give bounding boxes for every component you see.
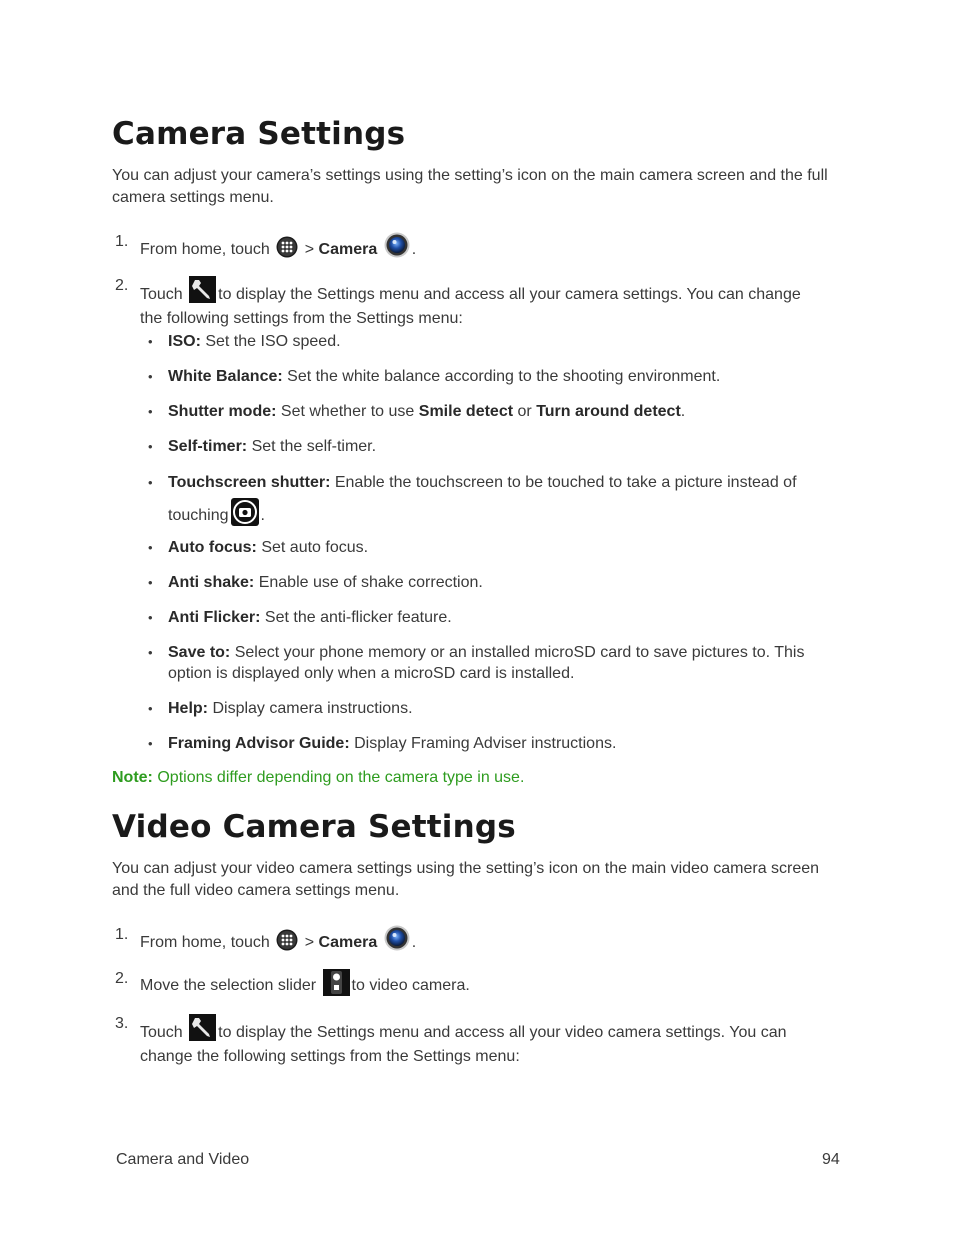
shutter-button-icon — [231, 498, 259, 537]
footer-page-number: 94 — [822, 1151, 840, 1168]
bullet-dot: • — [148, 439, 153, 454]
bullet-dot: • — [148, 610, 153, 625]
video-intro: You can adjust your video camera settings using the setting’s icon on the main video camera screen and the full video camera settings menu. — [112, 860, 820, 899]
bullet-term: ISO: — [168, 333, 201, 350]
bullet-dot: • — [148, 404, 153, 419]
section-title-camera-settings: Camera Settings — [112, 116, 406, 152]
mode-slider-icon — [323, 969, 350, 1002]
bullet-dot: • — [148, 701, 153, 716]
camera-lens-icon — [384, 232, 410, 264]
bullet-desc: Set the white balance according to the shooting environment. — [287, 368, 721, 385]
bullet-desc: Display Framing Adviser instructions. — [354, 735, 617, 752]
note — [112, 769, 524, 787]
step-separator: > — [304, 934, 315, 951]
step-text-rest: to video camera. — [351, 977, 470, 994]
step-text-rest: to display the Settings menu and access all your video camera settings. You can change the following settings from the Settings menu: — [140, 1024, 787, 1065]
bullet-term: Save to: — [168, 644, 231, 661]
step-separator: > — [304, 241, 315, 258]
bullet-dot: • — [148, 575, 153, 590]
step-text: Touch — [140, 286, 183, 303]
step-end: . — [411, 934, 417, 951]
step-text: From home, touch — [140, 241, 270, 258]
step-number: 3. — [115, 1015, 129, 1032]
note-text: Options differ depending on the camera type in use. — [157, 769, 525, 786]
section-title-video-camera-settings: Video Camera Settings — [112, 809, 516, 845]
step-number: 1. — [115, 926, 129, 943]
bullet-term: Anti shake: — [168, 574, 255, 591]
bullet-desc: Display camera instructions. — [212, 700, 413, 717]
step-app-name: Camera — [318, 241, 378, 258]
wrench-settings-icon — [189, 1014, 216, 1047]
bullet-desc: Set auto focus. — [261, 539, 369, 556]
bullet-dot: • — [148, 736, 153, 751]
step-text-rest: to display the Settings menu and access all your camera settings. You can change the following settings from the Settings menu: — [140, 286, 801, 327]
bullet-end: . — [680, 403, 686, 420]
footer-chapter: Camera and Video — [116, 1151, 250, 1168]
apps-grid-icon — [276, 929, 298, 957]
bullet-term: Touchscreen shutter: — [168, 474, 331, 491]
bullet-end: . — [260, 507, 265, 524]
step-text: From home, touch — [140, 934, 270, 951]
wrench-settings-icon — [189, 276, 216, 309]
option-turn-around-detect: Turn around detect — [536, 403, 681, 420]
bullet-conjunction: or — [517, 403, 532, 420]
bullet-dot: • — [148, 645, 153, 660]
bullet-term: Auto focus: — [168, 539, 257, 556]
camera-lens-icon — [384, 925, 410, 957]
bullet-dot: • — [148, 475, 153, 490]
bullet-desc: Set the ISO speed. — [205, 333, 341, 350]
bullet-desc: Set the self-timer. — [251, 438, 377, 455]
bullet-desc: Enable use of shake correction. — [258, 574, 483, 591]
option-smile-detect: Smile detect — [418, 403, 514, 420]
apps-grid-icon — [276, 236, 298, 264]
bullet-dot: • — [148, 540, 153, 555]
bullet-dot: • — [148, 369, 153, 384]
step-number: 2. — [115, 970, 129, 987]
bullet-term: Framing Advisor Guide: — [168, 735, 350, 752]
bullet-dot: • — [148, 334, 153, 349]
step-text: Move the selection slider — [140, 977, 317, 994]
camera-intro: You can adjust your camera’s settings using the setting’s icon on the main camera screen and the full camera settings menu. — [112, 167, 828, 206]
bullet-desc: Select your phone memory or an installed microSD card to save pictures to. This option is displayed only when a microSD card is installed. — [168, 644, 805, 682]
step-app-name: Camera — [318, 934, 378, 951]
step-number: 2. — [115, 277, 129, 294]
bullet-term: Shutter mode: — [168, 403, 277, 420]
step-text: Touch — [140, 1024, 183, 1041]
note-label: Note: — [112, 769, 153, 786]
bullet-term: Self-timer: — [168, 438, 248, 455]
bullet-term: White Balance: — [168, 368, 283, 385]
bullet-desc: Enable the touchscreen to be touched to take a picture instead of touching — [168, 474, 797, 524]
bullet-desc: Set the anti-flicker feature. — [264, 609, 452, 626]
bullet-term: Help: — [168, 700, 208, 717]
step-end: . — [411, 241, 417, 258]
step-number: 1. — [115, 233, 129, 250]
bullet-desc: Set whether to use — [280, 403, 415, 420]
bullet-term: Anti Flicker: — [168, 609, 261, 626]
